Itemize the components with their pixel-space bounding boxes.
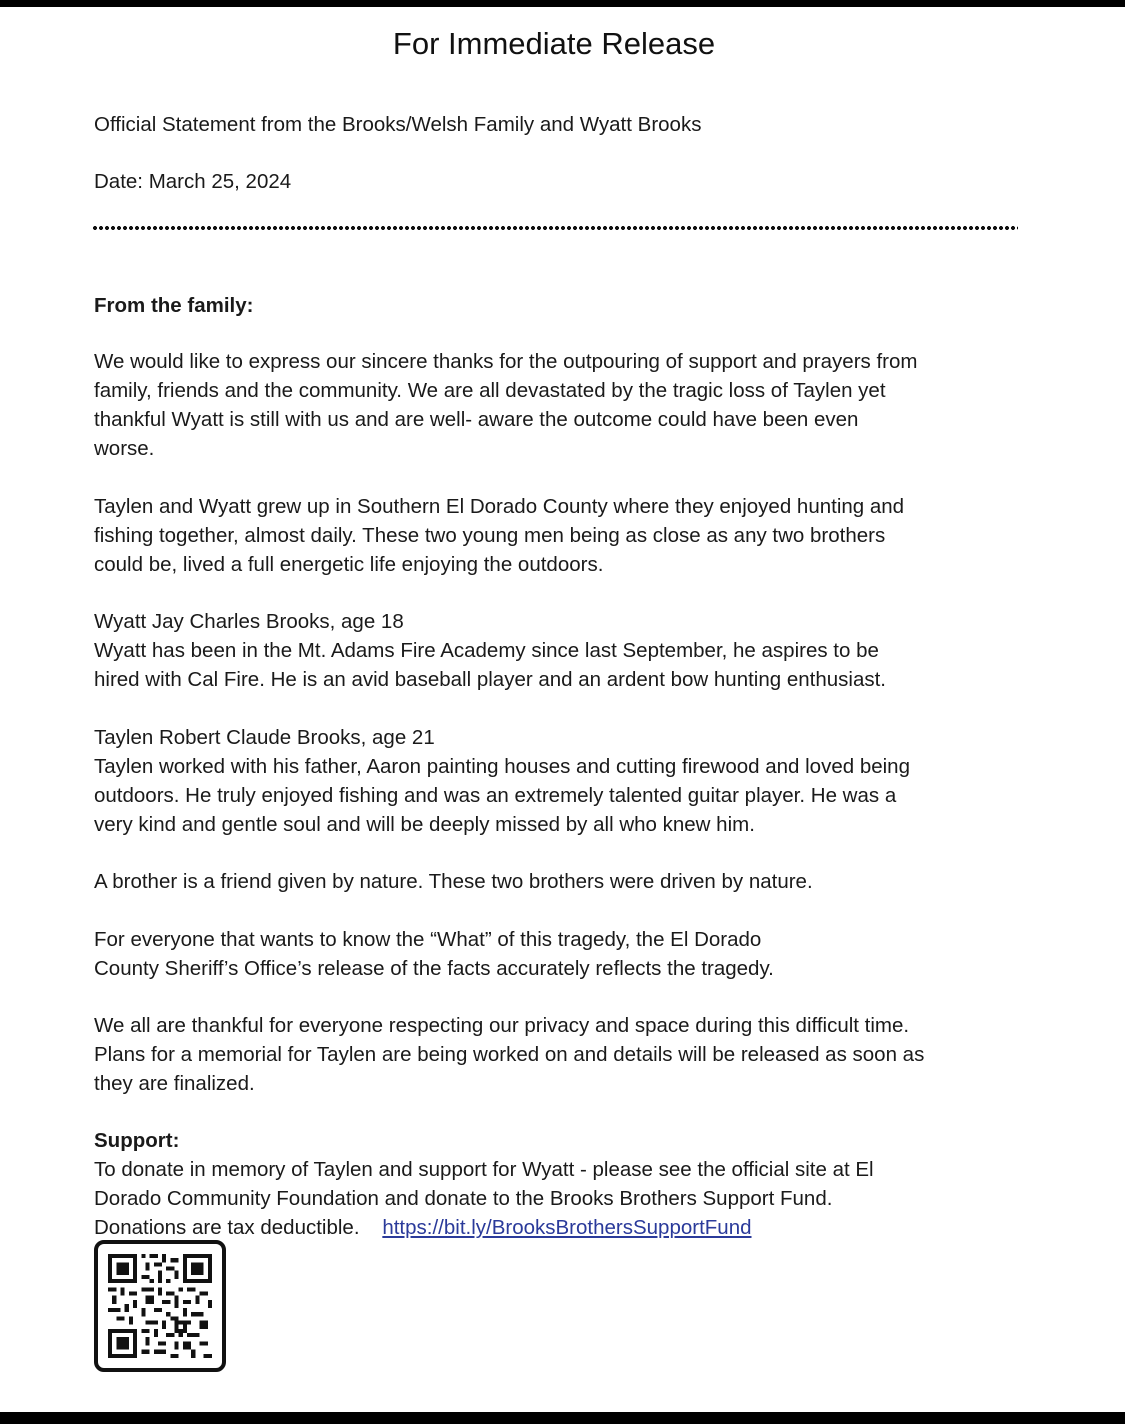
taylen-heading: Taylen Robert Claude Brooks, age 21 [94,726,435,749]
para1-line: thankful Wyatt is still with us and are well- aware the outcome could have been even [94,408,859,431]
wyatt-line: Wyatt has been in the Mt. Adams Fire Academy since last September, he aspires to be [94,639,879,662]
support-heading: Support: [94,1129,180,1152]
wyatt-heading: Wyatt Jay Charles Brooks, age 18 [94,610,404,633]
qr-code-pattern [108,1254,212,1358]
support-line: Dorado Community Foundation and donate to the Brooks Brothers Support Fund. [94,1187,833,1210]
support-donations-line [94,1213,752,1242]
para1-line: worse. [94,437,155,460]
top-border [0,0,1125,7]
bottom-border [0,1412,1125,1424]
date-line: Date: March 25, 2024 [94,170,292,193]
family-heading: From the family: [94,294,254,317]
privacy-line: Plans for a memorial for Taylen are being worked on and details will be released as soon as [94,1043,925,1066]
page-title: For Immediate Release [392,26,716,61]
para2-line: fishing together, almost daily. These two young men being as close as any two brothers [94,524,886,547]
statement-line: Official Statement from the Brooks/Welsh Family and Wyatt Brooks [94,113,702,136]
para1-line: family, friends and the community. We are all devastated by the tragic loss of Taylen yet [94,379,886,402]
dotted-divider [92,225,1018,231]
para2-line: Taylen and Wyatt grew up in Southern El Dorado County where they enjoyed hunting and [94,495,905,518]
brother-quote: A brother is a friend given by nature. These two brothers were driven by nature. [94,870,813,893]
para2-line: could be, lived a full energetic life enjoying the outdoors. [94,553,604,576]
wyatt-line: hired with Cal Fire. He is an avid baseball player and an ardent bow hunting enthusiast. [94,668,886,691]
privacy-line: We all are thankful for everyone respecting our privacy and space during this difficult time. [94,1014,910,1037]
taylen-line: very kind and gentle soul and will be deeply missed by all who knew him. [94,813,755,836]
tax-deductible-text: Donations are tax deductible. [94,1216,360,1239]
privacy-line: they are finalized. [94,1072,255,1095]
taylen-line: outdoors. He truly enjoyed fishing and was an extremely talented guitar player. He was a [94,784,897,807]
what-line: County Sheriff’s Office’s release of the facts accurately reflects the tragedy. [94,957,774,980]
support-line: To donate in memory of Taylen and support for Wyatt - please see the official site at El [94,1158,874,1181]
taylen-line: Taylen worked with his father, Aaron painting houses and cutting firewood and loved being [94,755,910,778]
what-line: For everyone that wants to know the “What” of this tragedy, the El Dorado [94,928,762,951]
support-fund-link[interactable]: https://bit.ly/BrooksBrothersSupportFund [382,1216,752,1239]
qr-code[interactable] [94,1240,226,1372]
para1-line: We would like to express our sincere thanks for the outpouring of support and prayers from [94,350,918,373]
